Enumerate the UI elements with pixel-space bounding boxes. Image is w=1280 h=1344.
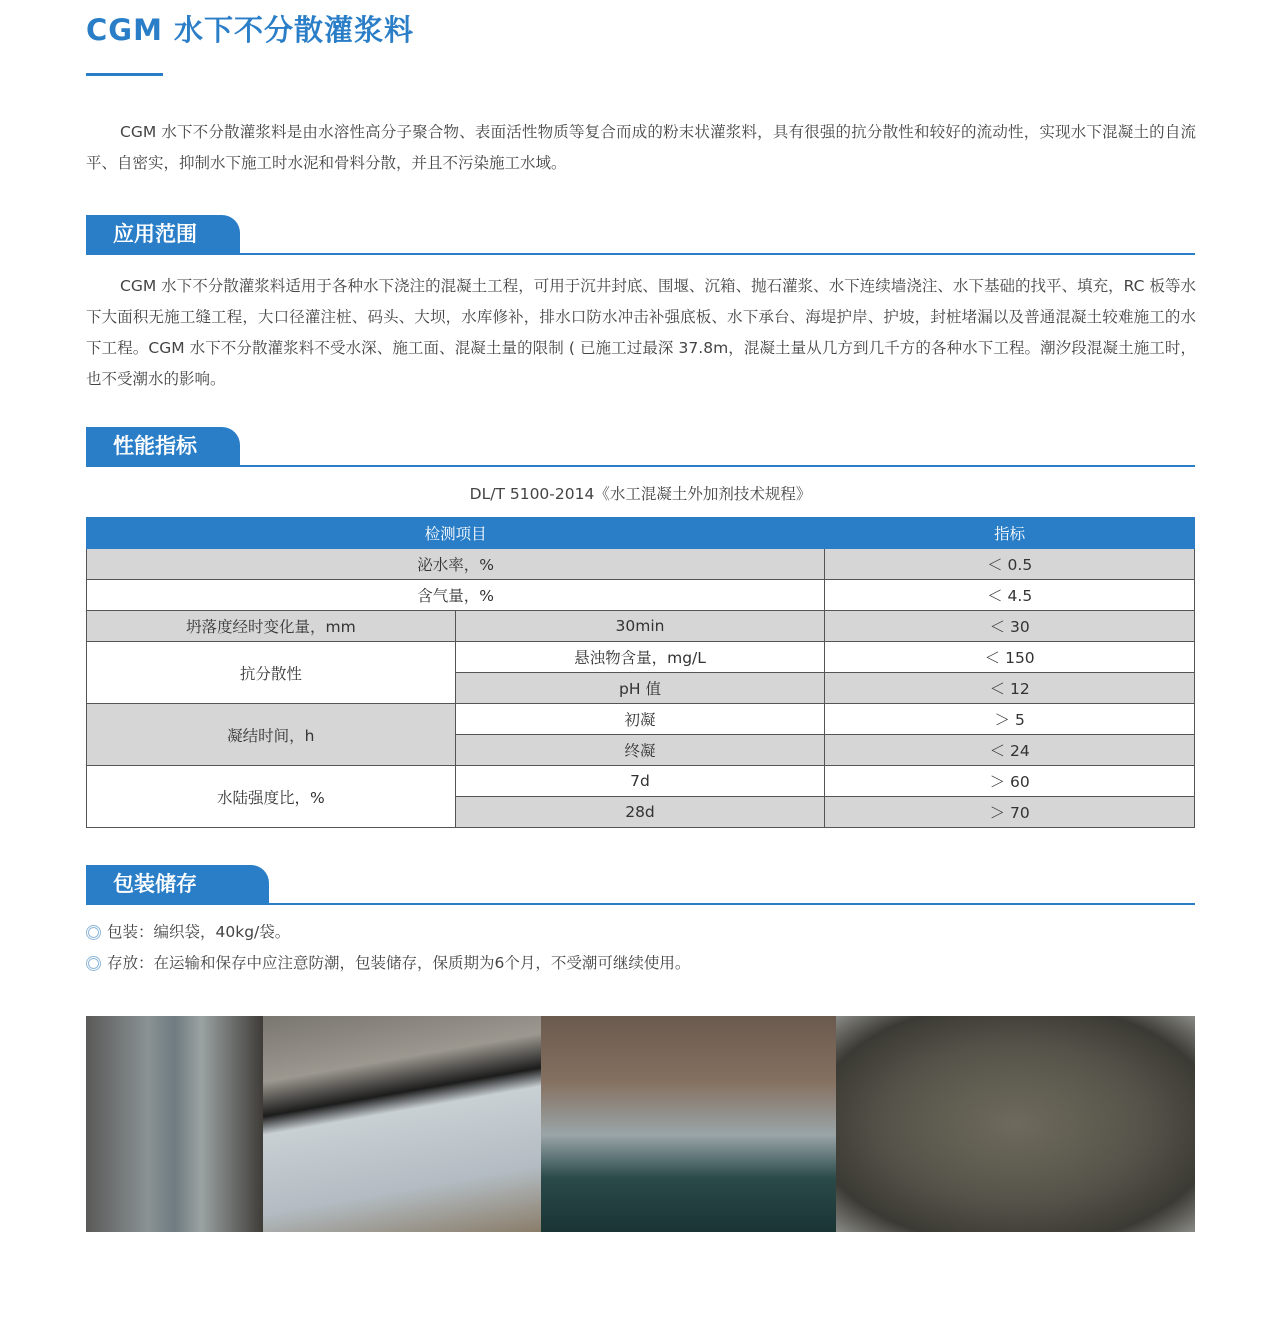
performance-table (86, 517, 1195, 828)
photo-pile-column (86, 1016, 263, 1232)
cell-item: 抗分散性 (87, 642, 456, 704)
cell-value: ＜ 12 (825, 673, 1195, 704)
table-row (87, 611, 1195, 642)
cell-item: 坍落度经时变化量，mm (87, 611, 456, 642)
cell-sub: 30min (455, 611, 825, 642)
cell-value: ＞ 5 (825, 704, 1195, 735)
header-item: 检测项目 (87, 518, 825, 549)
section-header-performance (86, 427, 1195, 467)
title-underline (86, 73, 163, 76)
cell-item: 泌水率，% (87, 549, 825, 580)
photo-pipe-casing (263, 1016, 541, 1232)
photo-bridge-piers-water (541, 1016, 836, 1232)
table-row (87, 704, 1195, 735)
cell-item: 凝结时间，h (87, 704, 456, 766)
cell-value: ＞ 70 (825, 797, 1195, 828)
section-title: 应用范围 (86, 215, 240, 253)
list-item-text: 存放：在运输和保存中应注意防潮，包装储存，保质期为6个月，不受潮可继续使用。 (107, 954, 691, 972)
cell-sub: 初凝 (455, 704, 825, 735)
table-header-row (87, 518, 1195, 549)
cell-value: ＜ 0.5 (825, 549, 1195, 580)
cell-sub: 7d (455, 766, 825, 797)
cell-sub: 28d (455, 797, 825, 828)
circle-bullet-icon (86, 956, 101, 971)
intro-paragraph: CGM 水下不分散灌浆料是由水溶性高分子聚合物、表面活性物质等复合而成的粉末状灌浆料，具有很强的抗分散性和较好的流动性，实现水下混凝土的自流平、自密实，抑制水下施工时水泥和骨料分散，并且不污染施工水域。 (86, 123, 1196, 172)
section-header-application (86, 215, 1195, 255)
table-row (87, 549, 1195, 580)
cell-value: ＜ 150 (825, 642, 1195, 673)
cell-item: 水陆强度比，% (87, 766, 456, 828)
cell-value: ＜ 24 (825, 735, 1195, 766)
application-paragraph: CGM 水下不分散灌浆料适用于各种水下浇注的混凝土工程，可用于沉井封底、围堰、沉箱、抛石灌浆、水下连续墙浇注、水下基础的找平、填充，RC 板等水下大面积无施工缝工程，大口径灌注桩、码头、大坝，水库修补，排水口防水冲击补强底板、水下承台、海堤护岸、护坡，封桩堵漏以及普通混凝土较难施工的水下工程。CGM 水下不分散灌浆料不受水深、施工面、混凝土量的限制 ( 已施工过最深 37.8m，混凝土量从几方到几千方的各种水下工程。潮汐段混凝土施工时，也不受潮水的影响。 (86, 277, 1196, 388)
cell-sub: pH 值 (455, 673, 825, 704)
header-value: 指标 (825, 518, 1195, 549)
list-item (86, 917, 690, 948)
table-row (87, 580, 1195, 611)
cell-sub: 悬浊物含量，mg/L (455, 642, 825, 673)
table-row (87, 766, 1195, 797)
packaging-list (86, 917, 690, 979)
cell-value: ＜ 4.5 (825, 580, 1195, 611)
table-row (87, 642, 1195, 673)
photo-underwater-pit (836, 1016, 1195, 1232)
cell-value: ＜ 30 (825, 611, 1195, 642)
table-caption: DL/T 5100-2014《水工混凝土外加剂技术规程》 (469, 485, 812, 503)
cell-item: 含气量，% (87, 580, 825, 611)
cell-value: ＞ 60 (825, 766, 1195, 797)
circle-bullet-icon (86, 925, 101, 940)
page-title: CGM 水下不分散灌浆料 (86, 13, 415, 47)
list-item-text: 包装：编织袋，40kg/袋。 (107, 923, 291, 941)
photo-strip (86, 1016, 1195, 1232)
list-item (86, 948, 690, 979)
section-title: 性能指标 (86, 427, 240, 465)
section-title: 包装储存 (86, 865, 269, 903)
section-header-packaging (86, 865, 1195, 905)
cell-sub: 终凝 (455, 735, 825, 766)
